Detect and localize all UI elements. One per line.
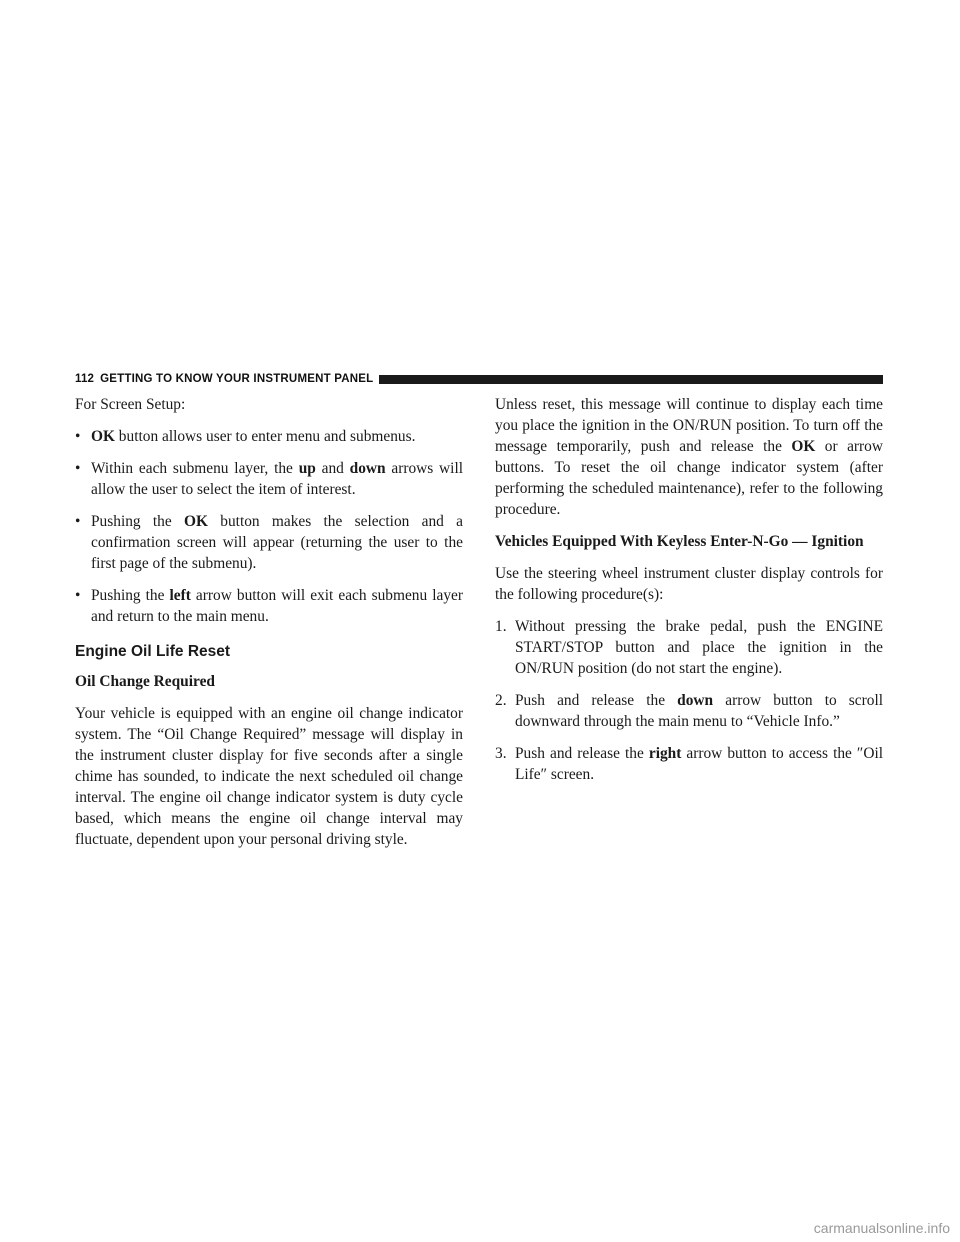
bold-term: OK: [791, 438, 816, 455]
body-paragraph: Use the steering wheel instrument cluster display controls for the following procedure(s):: [495, 565, 883, 603]
bold-term: right: [648, 745, 682, 762]
procedure-step: 1. Without pressing the brake pedal, push the ENGINE START/STOP button and place the ignition in the ON/RUN position (do not start the engine).: [495, 618, 883, 677]
bold-term: down: [677, 692, 714, 709]
body-paragraph: Your vehicle is equipped with an engine oil change indicator system. The “Oil Change Required” message will display in the instrument cluster display for five seconds after a single chime has sounded, to indicate the next scheduled oil change interval. The engine oil change indicator system is duty cycle based, which means the engine oil change interval may fluctuate, dependent upon your personal driving style.: [75, 705, 463, 848]
bullet-item: • OK button allows user to enter menu and submenus.: [75, 428, 416, 445]
page-number: 112: [75, 373, 95, 385]
bullet-item: • Pushing the OK button makes the selection and a confirmation screen will appear (returning the user to the first page of the submenu).: [75, 513, 463, 572]
bullet-glyph: •: [75, 428, 81, 445]
subsection-heading: Vehicles Equipped With Keyless Enter-N-Go — Ignition: [495, 533, 864, 550]
step-number: 1.: [495, 618, 507, 635]
right-column: [495, 394, 883, 796]
bullet-glyph: •: [75, 513, 81, 530]
left-column: [75, 394, 463, 861]
procedure-step: 2. Push and release the down arrow button to scroll downward through the main menu to “Vehicle Info.”: [495, 692, 883, 730]
intro-text: For Screen Setup:: [75, 396, 186, 413]
bold-term: OK: [184, 513, 208, 530]
site-watermark: carmanualsonline.info: [813, 1220, 950, 1236]
bold-term: left: [169, 587, 191, 604]
bold-term: down: [349, 460, 386, 477]
step-number: 2.: [495, 692, 507, 709]
subsection-heading: Oil Change Required: [75, 673, 215, 690]
section-heading: Engine Oil Life Reset: [75, 643, 231, 660]
bullet-item: • Within each submenu layer, the up and down arrows will allow the user to select the item of interest.: [75, 460, 463, 498]
section-title: GETTING TO KNOW YOUR INSTRUMENT PANEL: [100, 373, 374, 385]
step-number: 3.: [495, 745, 507, 762]
procedure-step: 3. Push and release the right arrow button to access the ″Oil Life″ screen.: [495, 745, 883, 783]
bullet-glyph: •: [75, 587, 81, 604]
header-rule: [379, 375, 883, 384]
bold-term: OK: [91, 428, 115, 445]
page-header: [75, 372, 883, 386]
bullet-item: • Pushing the left arrow button will exit each submenu layer and return to the main menu.: [75, 587, 463, 625]
header-text: [75, 373, 373, 385]
bullet-glyph: •: [75, 460, 81, 477]
bold-term: up: [298, 460, 316, 477]
body-paragraph: Unless reset, this message will continue to display each time you place the ignition in the ON/RUN position. To turn off the message temporarily, push and release the OK or arrow buttons. To reset the oil change indicator system (after performing the scheduled maintenance), refer to the following procedure.: [495, 396, 883, 518]
